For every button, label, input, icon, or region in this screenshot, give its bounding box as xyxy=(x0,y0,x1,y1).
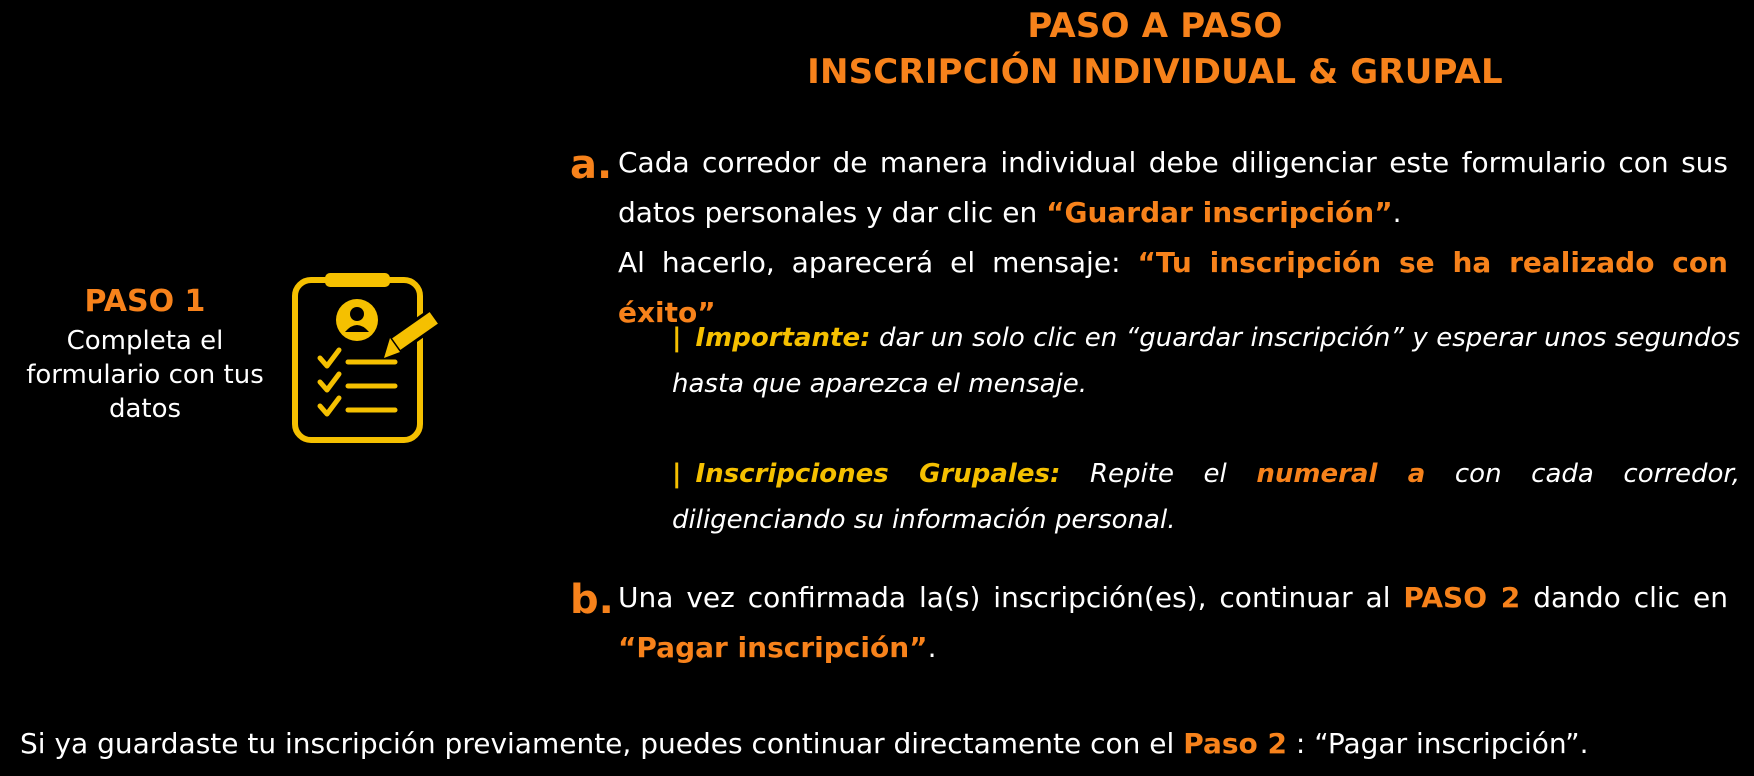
note-important-label: Importante: xyxy=(695,323,871,353)
note-group-text-part: con cada corredor, diligenciando su información personal. xyxy=(672,459,1740,535)
guardar-inscripcion-highlight: “Guardar inscripción” xyxy=(1046,196,1393,229)
clipboard-checklist-icon xyxy=(290,270,460,446)
numeral-a-highlight: numeral a xyxy=(1256,459,1426,489)
pagar-inscripcion-highlight: “Pagar inscripción” xyxy=(618,631,928,664)
item-b-text xyxy=(618,573,1728,673)
note-group-label: Inscripciones Grupales: xyxy=(695,459,1061,489)
item-b-text-part: Una vez confirmada la(s) inscripción(es), continuar al xyxy=(618,581,1404,614)
note-group-text-part: Repite el xyxy=(1060,459,1257,489)
step1-description-line: Completa el xyxy=(66,326,224,356)
item-b-marker: b. xyxy=(570,577,614,623)
footer-paso2-highlight: Paso 2 xyxy=(1183,727,1287,760)
note-important xyxy=(672,315,1740,407)
item-a-text xyxy=(618,138,1728,338)
item-a-text-part: . xyxy=(1392,196,1402,229)
item-b-text-part: dando clic en xyxy=(1520,581,1728,614)
item-a-marker: a. xyxy=(570,142,613,188)
page-title-line2: INSCRIPCIÓN INDIVIDUAL & GRUPAL xyxy=(807,52,1503,92)
step1-description-line: datos xyxy=(108,394,182,424)
step1-label: PASO 1 xyxy=(84,284,206,319)
step1-description xyxy=(0,324,290,426)
footer-text-part: Si ya guardaste tu inscripción previamente, puedes continuar directamente con el xyxy=(20,727,1184,760)
note-important-text: dar un solo clic en “guardar inscripción” y esperar unos segundos hasta que aparezca el mensaje. xyxy=(672,323,1740,399)
item-b-text-part: . xyxy=(927,631,937,664)
item-a-message-intro: Al hacerlo, aparecerá el mensaje: xyxy=(618,246,1138,279)
footer-text-part: : “Pagar inscripción”. xyxy=(1286,727,1589,760)
note-group xyxy=(672,451,1740,543)
paso2-highlight: PASO 2 xyxy=(1403,581,1521,614)
item-a-text-part: Cada corredor de manera individual debe diligenciar este formulario con sus datos personales y dar clic en xyxy=(618,146,1728,229)
note-bar: | xyxy=(672,323,682,353)
page-title-line1: PASO A PASO xyxy=(1027,6,1283,46)
step1-block xyxy=(0,284,290,426)
success-message-highlight: “Tu inscripción se ha realizado con éxito” xyxy=(618,246,1728,329)
step1-description-line: formulario con tus xyxy=(26,360,264,390)
footer-note xyxy=(20,722,1740,766)
note-bar: | xyxy=(672,459,682,489)
